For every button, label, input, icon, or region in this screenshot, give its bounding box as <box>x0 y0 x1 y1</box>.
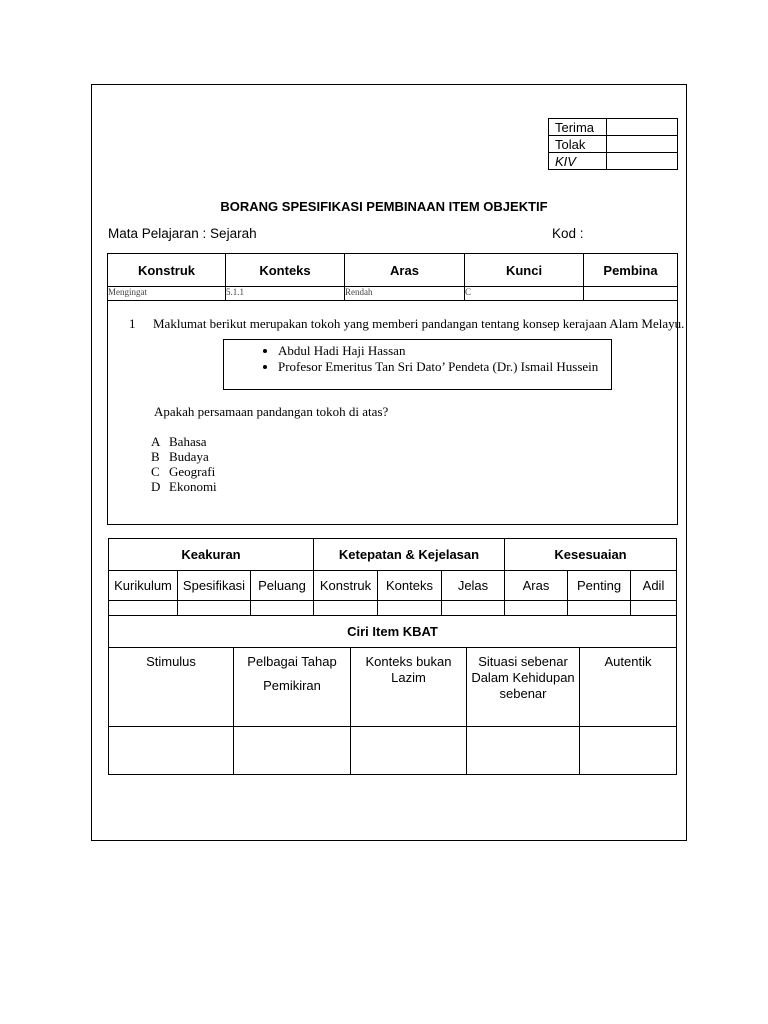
rating-cell[interactable] <box>109 601 178 616</box>
answer-options <box>151 434 217 494</box>
kbat-cell[interactable] <box>351 727 467 775</box>
rating-cell[interactable] <box>178 601 251 616</box>
criterion-jelas: Jelas <box>442 571 505 601</box>
rating-cell[interactable] <box>314 601 378 616</box>
rating-cell[interactable] <box>631 601 677 616</box>
stimulus-bullet: • Profesor Emeritus Tan Sri Dato’ Pendeta (Dr.) Ismail Hussein <box>278 359 611 375</box>
stimulus-bullet: • Abdul Hadi Haji Hassan <box>278 343 611 359</box>
kbat-cell[interactable] <box>234 727 351 775</box>
question-number: 1 <box>129 316 136 331</box>
kbat-cell[interactable] <box>580 727 677 775</box>
subject-label: Mata Pelajaran : Sejarah <box>108 226 257 241</box>
option-b: B Budaya <box>151 449 209 464</box>
kbat-table <box>108 615 677 775</box>
status-terima-check[interactable] <box>607 119 678 136</box>
status-tolak-check[interactable] <box>607 136 678 153</box>
group-kesesuaian: Kesesuaian <box>505 539 677 571</box>
option-a: A Bahasa <box>151 434 207 449</box>
criterion-penting: Penting <box>568 571 631 601</box>
rating-cell[interactable] <box>251 601 314 616</box>
criterion-konteks: Konteks <box>378 571 442 601</box>
value-konteks: 5.1.1 <box>226 287 345 301</box>
kbat-autentik: Autentik <box>580 648 677 727</box>
header-pembina: Pembina <box>584 254 678 287</box>
header-aras: Aras <box>345 254 465 287</box>
header-kunci: Kunci <box>465 254 584 287</box>
rating-cell[interactable] <box>505 601 568 616</box>
status-tolak: Tolak <box>549 136 607 153</box>
question-stem-text: Maklumat berikut merupakan tokoh yang memberi pandangan tentang konsep kerajaan Alam Melayu. <box>153 316 685 331</box>
kod-label: Kod : <box>552 226 584 241</box>
criterion-kurikulum: Kurikulum <box>109 571 178 601</box>
review-status-box <box>548 118 678 170</box>
kbat-cell[interactable] <box>467 727 580 775</box>
question-prompt: Apakah persamaan pandangan tokoh di atas? <box>154 404 389 419</box>
criterion-peluang: Peluang <box>251 571 314 601</box>
criterion-aras: Aras <box>505 571 568 601</box>
value-konstruk: Mengingat <box>108 287 226 301</box>
option-c: C Geografi <box>151 464 216 479</box>
question-stem <box>129 316 684 332</box>
value-kunci: C <box>465 287 584 301</box>
rating-cell[interactable] <box>378 601 442 616</box>
form-title: BORANG SPESIFIKASI PEMBINAAN ITEM OBJEKTIF <box>220 199 548 214</box>
criterion-spesifikasi: Spesifikasi <box>178 571 251 601</box>
criterion-adil: Adil <box>631 571 677 601</box>
rating-cell[interactable] <box>442 601 505 616</box>
status-terima: Terima <box>549 119 607 136</box>
option-d: D Ekonomi <box>151 479 217 494</box>
evaluation-table <box>108 538 677 616</box>
header-konteks: Konteks <box>226 254 345 287</box>
stimulus-box <box>223 339 612 390</box>
status-kiv: KIV <box>549 153 607 170</box>
rating-cell[interactable] <box>568 601 631 616</box>
kbat-cell[interactable] <box>109 727 234 775</box>
status-kiv-check[interactable] <box>607 153 678 170</box>
group-ketepatan: Ketepatan & Kejelasan <box>314 539 505 571</box>
value-aras: Rendah <box>345 287 465 301</box>
spec-table <box>107 253 678 301</box>
kbat-title: Ciri Item KBAT <box>109 616 677 648</box>
kbat-situasi-sebenar: Situasi sebenar Dalam Kehidupan sebenar <box>467 648 580 727</box>
header-konstruk: Konstruk <box>108 254 226 287</box>
kbat-stimulus: Stimulus <box>109 648 234 727</box>
kbat-pelbagai-tahap: Pelbagai Tahap Pemikiran <box>234 648 351 727</box>
group-keakuran: Keakuran <box>109 539 314 571</box>
criterion-konstruk: Konstruk <box>314 571 378 601</box>
kbat-konteks-bukan-lazim: Konteks bukan Lazim <box>351 648 467 727</box>
